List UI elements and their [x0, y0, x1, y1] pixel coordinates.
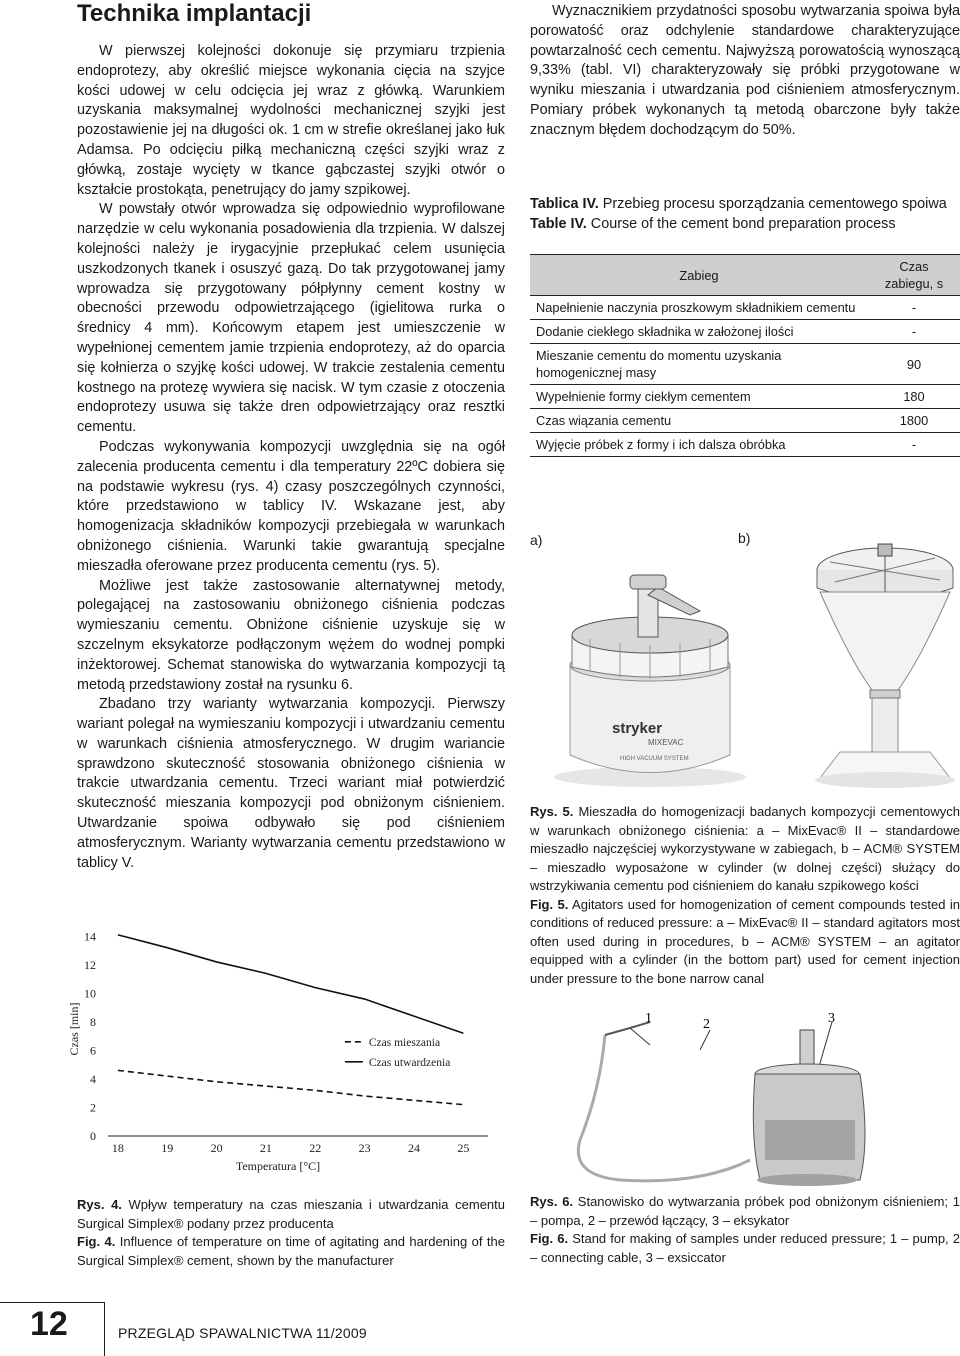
table-header-time: Czas zabiegu, s	[868, 255, 960, 296]
fig6-caption-pl-text: Stanowisko do wytwarzania próbek pod obniżonym ciśnieniem; 1 – pompa, 2 – przewód łączący, 3 – eksykator	[530, 1194, 960, 1228]
paragraph: Możliwe jest także zastosowanie alternatywnej metody, polegającej na zastosowaniu obniżonego ciśnienia podczas wymieszaniu cementu. Obniżone ciśnienie uzyskuje się w szczelnym eksykatorze podłączonym wężem do wodnej pompki inżektorowej. Schemat stanowiska do wytwarzania kompozycji tą metodą przedstawiony został na rysunku 6.	[77, 577, 505, 693]
fig4-chart	[60, 910, 500, 1180]
fig5-caption-pl-text: Mieszadła do homogenizacji badanych kompozycji cementowych w warunkach obniżonego ciśnienia: a – MixEvac® II – standardowe mieszadło najczęściej wykorzystywane w zabiegach, b – ACM® SYSTEM – mieszadło wyposażone w cylinder (w dolnej części) służący do wstrzykiwania cementu pod ciśnieniem do kanału szpikowego kości	[530, 804, 960, 893]
table-cell-step: Dodanie ciekłego składnika w założonej ilości	[530, 320, 868, 344]
legend-label: Czas mieszania	[368, 1036, 441, 1049]
vacuum-stand-photo	[560, 1010, 960, 1190]
y-tick-label: 0	[90, 1129, 96, 1143]
table-caption-pl-text: Przebieg procesu sporządzania cementowego spoiwa	[598, 196, 947, 212]
mixevac-mixer-photo	[550, 555, 750, 790]
table-cell-time: 90	[868, 344, 960, 385]
right-column-text	[530, 2, 960, 141]
table-header-step: Zabieg	[530, 255, 868, 296]
table-caption	[530, 194, 960, 234]
legend-label: Czas utwardzenia	[368, 1056, 451, 1069]
paragraph: Zbadano trzy warianty wytwarzania kompozycji. Pierwszy wariant polegał na wymieszaniu kompozycji i utwardzaniu cementu w warunkach ciśnienia atmosferycznego. W drugim wariancie sprawdzono skuteczność stosowania obniżonego ciśnienia w trakcie utwardzania cementu. Trzeci wariant miał potwierdzić skuteczność mieszania kompozycji pod obniżonym ciśnieniem. Utwardzanie spoiwa odbywało się pod ciśnieniem atmosferycznym. Warianty wytwarzania cementu przedstawiono w tablicy V.	[77, 696, 505, 871]
fig4-caption	[77, 1196, 505, 1270]
mixevac-product-text: MIXEVAC	[648, 738, 684, 747]
x-tick-label: 25	[457, 1141, 470, 1155]
fig6-label-2: 2	[703, 1017, 710, 1032]
fig4-caption-en-text: Influence of temperature on time of agitating and hardening of the Surgical Simplex® cement, shown by the manufacturer	[77, 1234, 505, 1268]
fig5-caption-en-label: Fig. 5.	[530, 896, 569, 912]
y-tick-label: 6	[90, 1043, 96, 1058]
paragraph: W pierwszej kolejności dokonuje się przymiaru trzpienia endoprotezy, aby określić miejsce wykonania cięcia na szyjce kości udowej w celu odcięcia jej wraz z główką. Warunkiem uzyskania maksymalnej wydolności mechanicznej szyjki jest pozostawienie jej na długości ok. 1 cm w strefie określanej jako łuk Adamsa. Po odcięciu piłką mechaniczną części szyjki wraz z główką, zostaje wycięty w tkance gąbczastej szyjki otwór o kształcie prostokąta, penetrujący do jamy szpikowej.	[77, 43, 505, 198]
fig4-caption-en-label: Fig. 4.	[77, 1234, 116, 1249]
table-caption-pl-label: Tablica IV.	[530, 196, 599, 212]
table-cell-step: Napełnienie naczynia proszkowym składnikiem cementu	[530, 296, 868, 320]
left-column-text	[77, 42, 505, 873]
table-row	[530, 344, 960, 385]
table-header-row	[530, 255, 960, 296]
series-line	[118, 935, 463, 1033]
mixevac-product-sub-text: HIGH VACUUM SYSTEM	[620, 756, 689, 762]
table-cell-step: Wyjęcie próbek z formy i ich dalsza obróbka	[530, 433, 868, 457]
table-cell-time: 180	[868, 385, 960, 409]
series-line	[118, 1070, 463, 1104]
x-tick-label: 21	[259, 1141, 272, 1155]
y-tick-label: 2	[90, 1100, 96, 1115]
table-caption-en-text: Course of the cement bond preparation process	[586, 216, 896, 232]
fig6-label-3: 3	[828, 1011, 835, 1026]
fig6-caption-en-label: Fig. 6.	[530, 1231, 569, 1246]
x-tick-label: 19	[161, 1141, 174, 1155]
table-cell-step: Czas wiązania cementu	[530, 409, 868, 433]
fig6-caption	[530, 1193, 960, 1267]
table-cell-step: Wypełnienie formy ciekłym cementem	[530, 385, 868, 409]
table-iv	[530, 254, 960, 457]
y-tick-label: 12	[84, 957, 96, 972]
table-row	[530, 320, 960, 344]
table-caption-en-label: Table IV.	[530, 216, 587, 232]
table-cell-step: Mieszanie cementu do momentu uzyskania homogenicznej masy	[530, 344, 868, 385]
x-tick-label: 23	[358, 1141, 371, 1155]
page-number: 12	[30, 1305, 68, 1343]
x-tick-label: 22	[309, 1141, 322, 1155]
paragraph: W powstały otwór wprowadza się odpowiednio wyprofilowane narzędzie w celu wykonania posadowienia dla trzpienia. W dalszej kolejności należy je irygacyjnie przepłukać celem usunięcia uszkodzonych tkanek i osuszyć gazą. Do tak przygotowanej jamy wprowadza się przygotowany półpłynny cement kostny w obecności przewodu odpowietrzającego (igielitowa rurka o średnicy 4 mm). Końcowym etapem jest umieszczenie w wypełnionej cementem jamie trzpienia endoprotezy, aż do oparcia się kołnierza o szyjkę kości udowej. W trakcie zestalenia cementu kostnego na protezę wywiera się nacisk. W tym czasie z otoczenia endoprotezy usuwa się także dren odpowietrzający oraz resztki cementu.	[77, 201, 505, 436]
x-tick-label: 24	[407, 1141, 420, 1155]
fig5-panel-a-label: a)	[530, 532, 543, 548]
table-cell-time: -	[868, 320, 960, 344]
x-axis-label: Temperatura [°C]	[235, 1159, 321, 1173]
x-tick-label: 18	[111, 1141, 124, 1155]
fig4-caption-pl-text: Wpływ temperatury na czas mieszania i utwardzania cementu Surgical Simplex® podany przez producenta	[77, 1197, 506, 1231]
footer-rule	[0, 1302, 105, 1303]
y-tick-label: 4	[90, 1071, 96, 1086]
table-cell-time: -	[868, 433, 960, 457]
fig5-caption-pl-label: Rys. 5.	[530, 804, 574, 819]
footer-divider	[104, 1302, 105, 1356]
y-tick-label: 14	[84, 929, 96, 944]
table-row	[530, 385, 960, 409]
table-row	[530, 433, 960, 457]
fig5-panel-b-label: b)	[738, 530, 751, 546]
table-cell-time: -	[868, 296, 960, 320]
x-tick-label: 20	[210, 1141, 223, 1155]
table-row	[530, 409, 960, 433]
y-tick-label: 10	[84, 986, 96, 1001]
fig6-caption-pl-label: Rys. 6.	[530, 1194, 574, 1209]
fig5-caption-en-text: Agitators used for homogenization of cement compounds tested in conditions of reduced pressure: a – MixEvac® II – standard agitators most often used during in procedures, b – ACM® SYSTEM – an agitator equipped with a cylinder (in the bottom part) used for cement injection under pressure to the bone narrow canal	[530, 896, 960, 986]
y-axis-label: Czas [min]	[67, 1002, 81, 1056]
paragraph: Wyznacznikiem przydatności sposobu wytwarzania spoiwa była porowatość oraz odchylenie standardowe charakteryzujące powtarzalność cech cementu. Najwyższą porowatością wynoszącą 9,33% (tabl. VI) charakteryzowały się próbki przygotowane w wyniku mieszania i utwardzania pod ciśnieniem atmosferycznym. Pomiary próbek wykonanych tą metodą obarczone były także znacznym błędem dochodzącym do 50%.	[530, 3, 960, 138]
fig5-caption	[530, 803, 960, 988]
stryker-brand-text: stryker	[612, 720, 663, 737]
section-title: Technika implantacji	[77, 0, 312, 27]
fig6-caption-en-text: Stand for making of samples under reduced pressure; 1 – pump, 2 – connecting cable, 3 – exsiccator	[530, 1231, 960, 1265]
fig4-caption-pl-label: Rys. 4.	[77, 1197, 122, 1212]
table-row	[530, 296, 960, 320]
journal-name: PRZEGLĄD SPAWALNICTWA 11/2009	[118, 1325, 367, 1341]
fig4-chart-svg	[60, 910, 500, 1180]
acm-system-photo	[780, 540, 960, 792]
fig6-label-1: 1	[645, 1011, 652, 1026]
table-cell-time: 1800	[868, 409, 960, 433]
paragraph: Podczas wykonywania kompozycji uwzględnia się na ogół zalecenia producenta cementu i dla temperatury 22ºC dobiera się na podstawie wykresu (rys. 4) czasy poszczególnych czynności, które przedstawiono w tablicy IV. Wskazane jest, aby homogenizacja składników kompozycji przebiegała w warunkach obniżonego ciśnienia. Warunki takie gwarantują specjalne mieszadła oferowane przez producenta cementu (rys. 5).	[77, 438, 505, 574]
y-tick-label: 8	[90, 1014, 96, 1029]
